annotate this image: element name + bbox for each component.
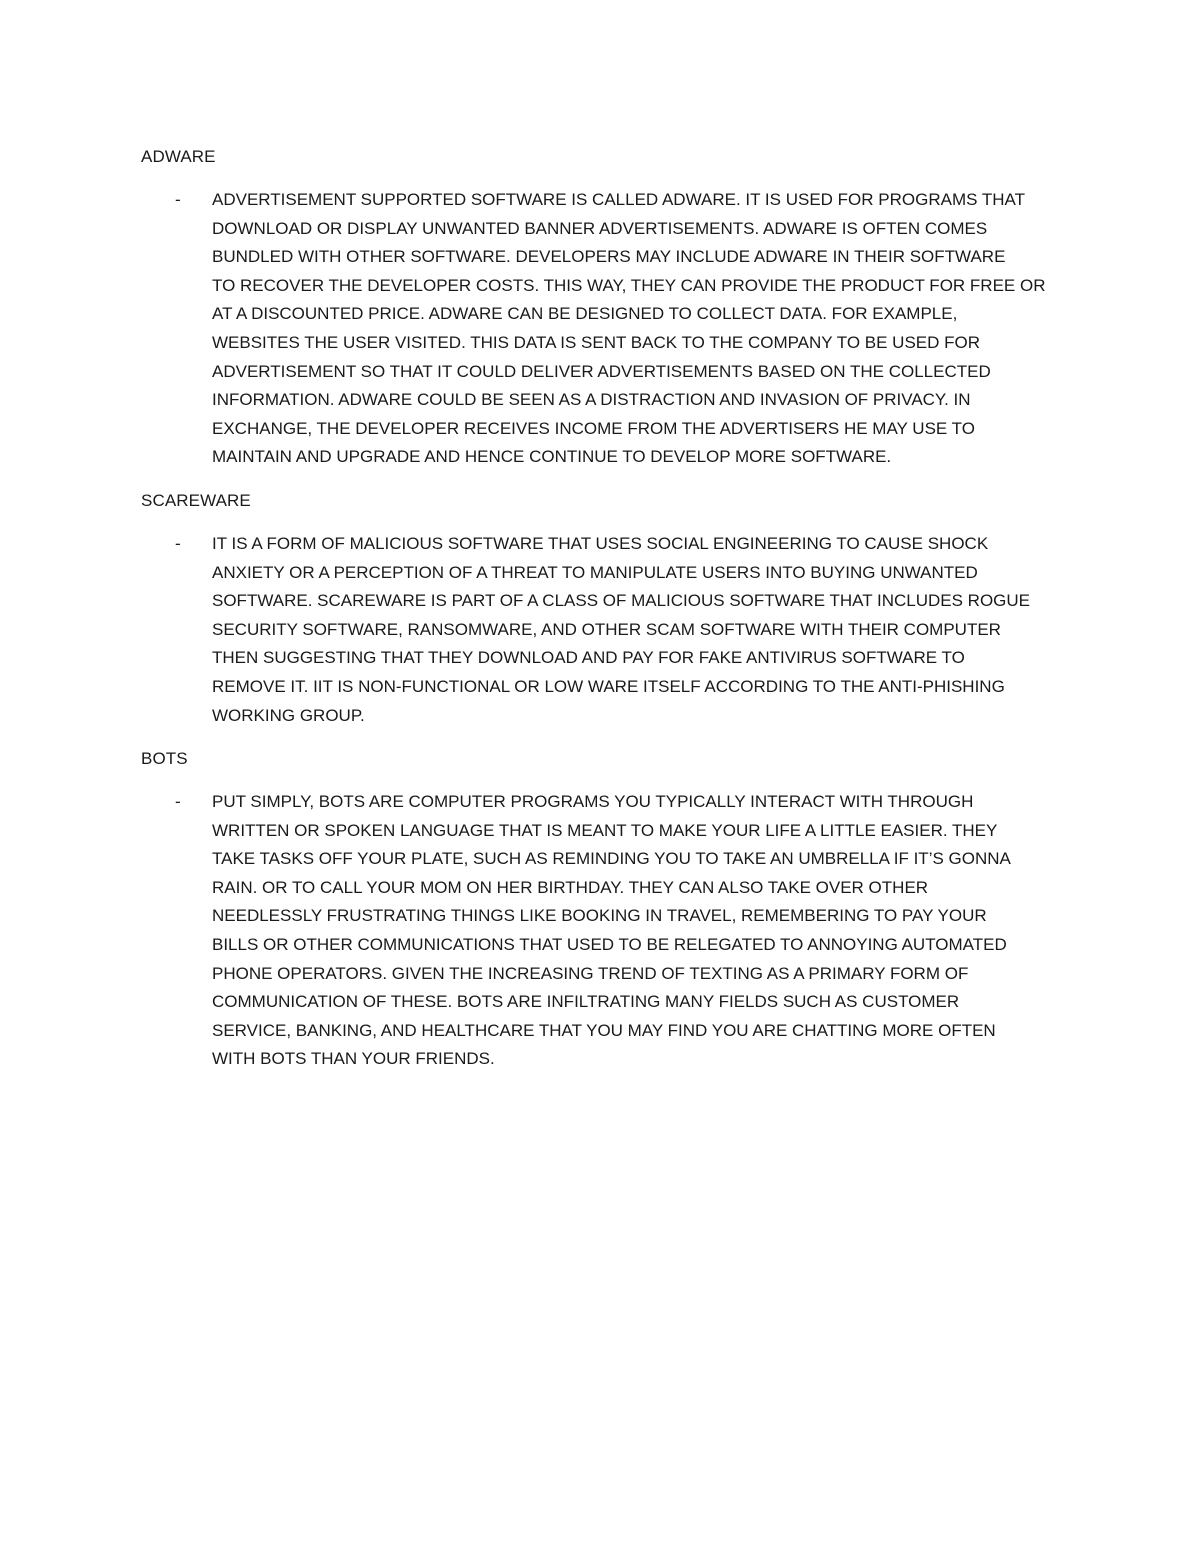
text-line: ADVERTISEMENT SO THAT IT COULD DELIVER ADVERTISEMENTS BASED ON THE COLLECTED [212, 361, 991, 381]
text-line: DOWNLOAD OR DISPLAY UNWANTED BANNER ADVERTISEMENTS. ADWARE IS OFTEN COMES [212, 218, 988, 238]
text-line: TO RECOVER THE DEVELOPER COSTS. THIS WAY, THEY CAN PROVIDE THE PRODUCT FOR FREE OR [212, 275, 1046, 295]
section-heading-adware: ADWARE [141, 147, 216, 166]
text-line: WITH BOTS THAN YOUR FRIENDS. [212, 1049, 495, 1069]
text-line: RAIN. OR TO CALL YOUR MOM ON HER BIRTHDAY. THEY CAN ALSO TAKE OVER OTHER [212, 877, 929, 897]
text-line: THEN SUGGESTING THAT THEY DOWNLOAD AND PAY FOR FAKE ANTIVIRUS SOFTWARE TO [212, 648, 965, 668]
text-line: ADVERTISEMENT SUPPORTED SOFTWARE IS CALLED ADWARE. IT IS USED FOR PROGRAMS THAT [212, 190, 1025, 209]
text-line: SOFTWARE. SCAREWARE IS PART OF A CLASS OF MALICIOUS SOFTWARE THAT INCLUDES ROGUE [212, 591, 1031, 611]
text-line: BUNDLED WITH OTHER SOFTWARE. DEVELOPERS MAY INCLUDE ADWARE IN THEIR SOFTWARE [212, 247, 1006, 267]
text-line: PUT SIMPLY, BOTS ARE COMPUTER PROGRAMS YOU TYPICALLY INTERACT WITH THROUGH [212, 792, 974, 811]
scareware-bullet-text [212, 530, 1112, 730]
text-line: WORKING GROUP. [212, 705, 365, 725]
section-heading-scareware: SCAREWARE [141, 491, 251, 510]
text-line: NEEDLESSLY FRUSTRATING THINGS LIKE BOOKING IN TRAVEL, REMEMBERING TO PAY YOUR [212, 906, 987, 926]
adware-bullet-text [212, 186, 1112, 472]
bullet-marker: - [175, 534, 181, 553]
bullet-marker: - [175, 190, 181, 209]
section-heading-bots: BOTS [141, 749, 188, 768]
text-line: REMOVE IT. IIT IS NON-FUNCTIONAL OR LOW WARE ITSELF ACCORDING TO THE ANTI-PHISHING [212, 676, 1005, 696]
text-line: IT IS A FORM OF MALICIOUS SOFTWARE THAT USES SOCIAL ENGINEERING TO CAUSE SHOCK [212, 534, 989, 553]
text-line: SERVICE, BANKING, AND HEALTHCARE THAT YOU MAY FIND YOU ARE CHATTING MORE OFTEN [212, 1020, 996, 1040]
bullet-marker: - [175, 792, 181, 811]
text-line: AT A DISCOUNTED PRICE. ADWARE CAN BE DESIGNED TO COLLECT DATA. FOR EXAMPLE, [212, 304, 958, 324]
text-line: EXCHANGE, THE DEVELOPER RECEIVES INCOME FROM THE ADVERTISERS HE MAY USE TO [212, 418, 975, 438]
text-line: MAINTAIN AND UPGRADE AND HENCE CONTINUE TO DEVELOP MORE SOFTWARE. [212, 447, 892, 467]
text-line: BILLS OR OTHER COMMUNICATIONS THAT USED TO BE RELEGATED TO ANNOYING AUTOMATED [212, 934, 1007, 954]
text-line: WEBSITES THE USER VISITED. THIS DATA IS SENT BACK TO THE COMPANY TO BE USED FOR [212, 332, 981, 352]
text-line: TAKE TASKS OFF YOUR PLATE, SUCH AS REMINDING YOU TO TAKE AN UMBRELLA IF IT’S GONNA [212, 849, 1011, 869]
text-line: COMMUNICATION OF THESE. BOTS ARE INFILTRATING MANY FIELDS SUCH AS CUSTOMER [212, 992, 960, 1012]
text-line: PHONE OPERATORS. GIVEN THE INCREASING TREND OF TEXTING AS A PRIMARY FORM OF [212, 963, 969, 983]
text-line: ANXIETY OR A PERCEPTION OF A THREAT TO MANIPULATE USERS INTO BUYING UNWANTED [212, 562, 978, 582]
text-line: WRITTEN OR SPOKEN LANGUAGE THAT IS MEANT TO MAKE YOUR LIFE A LITTLE EASIER. THEY [212, 820, 998, 840]
text-line: SECURITY SOFTWARE, RANSOMWARE, AND OTHER SCAM SOFTWARE WITH THEIR COMPUTER [212, 619, 1001, 639]
text-line: INFORMATION. ADWARE COULD BE SEEN AS A DISTRACTION AND INVASION OF PRIVACY. IN [212, 390, 971, 410]
bots-bullet-text [212, 788, 1112, 1074]
